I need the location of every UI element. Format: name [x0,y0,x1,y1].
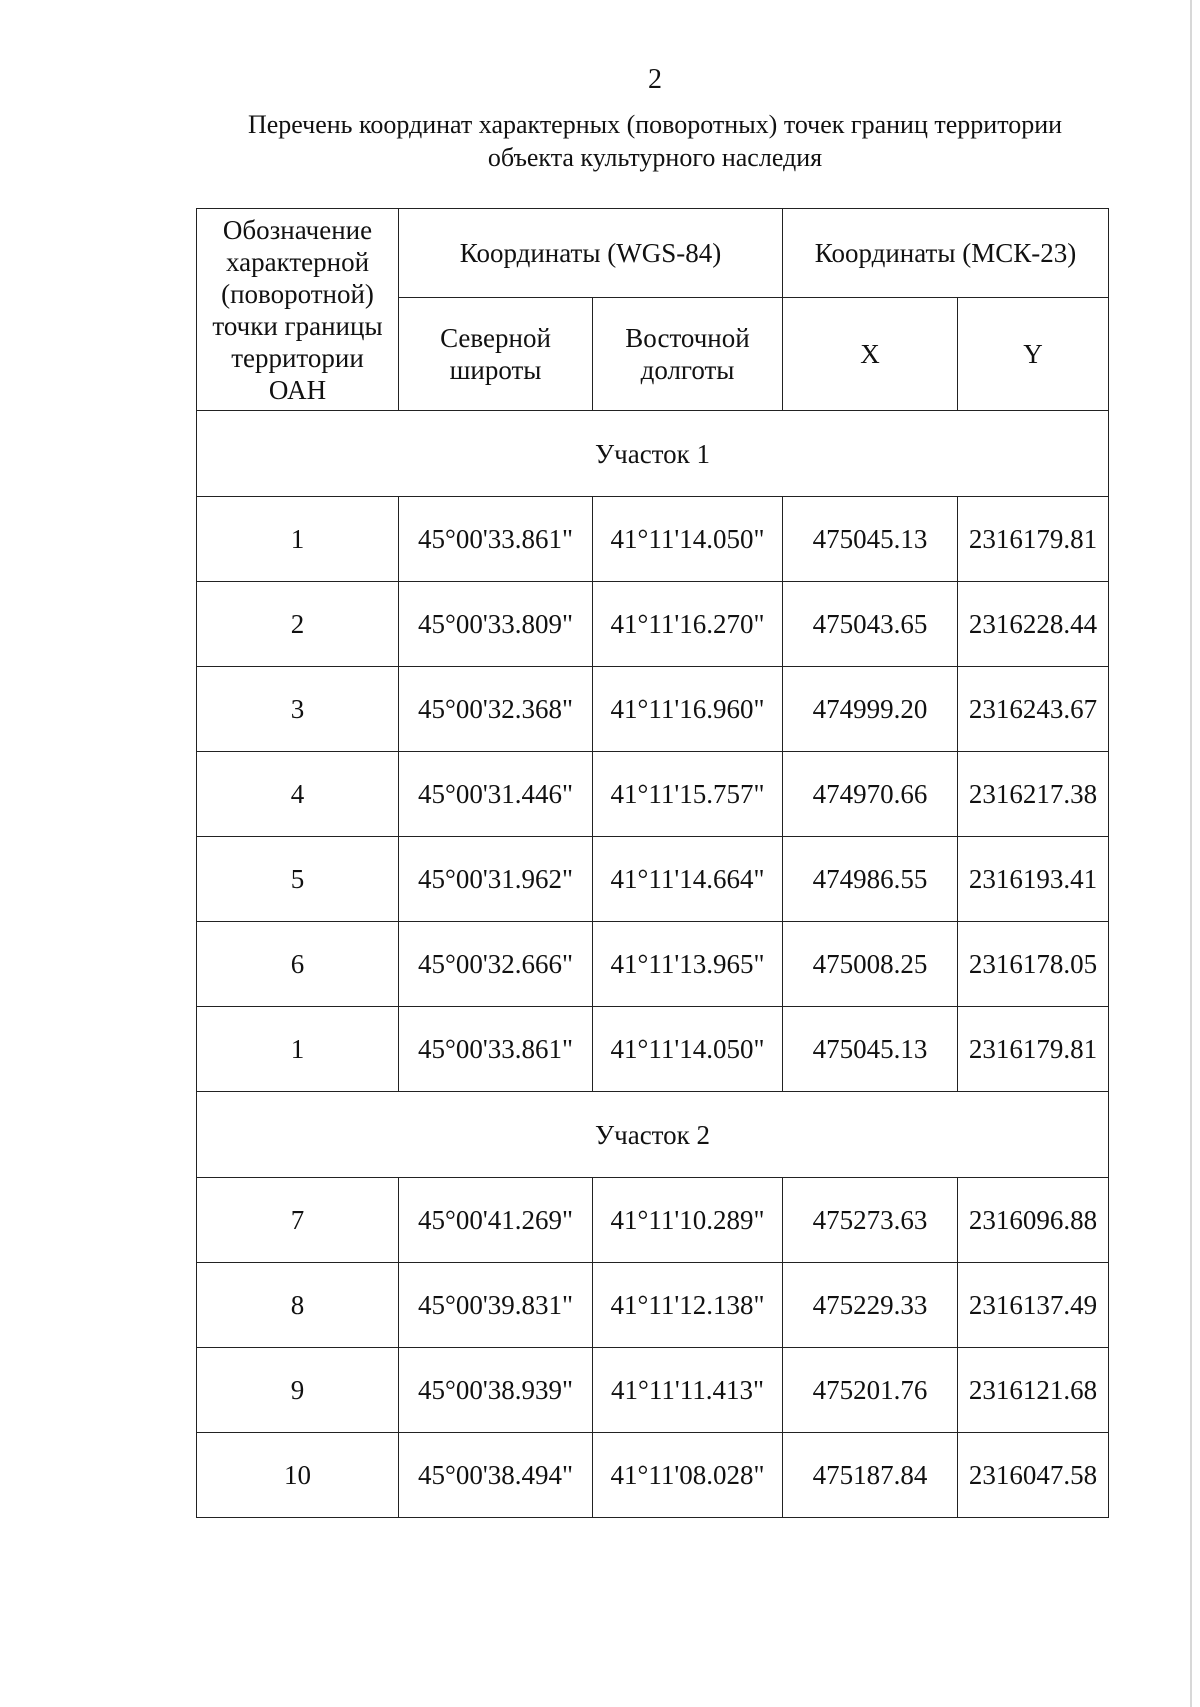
cell-y: 2316121.68 [958,1348,1109,1433]
table-row [197,1007,1109,1092]
cell-point: 7 [197,1178,399,1263]
cell-point: 5 [197,837,399,922]
cell-point: 3 [197,667,399,752]
section-title: Участок 2 [197,1092,1109,1178]
header-point-line: территории [231,342,364,373]
cell-longitude: 41°11'08.028" [593,1433,783,1518]
header-point-designation [197,209,399,411]
cell-x: 475045.13 [783,497,958,582]
cell-latitude: 45°00'33.861" [399,1007,593,1092]
cell-point: 9 [197,1348,399,1433]
table-row [197,837,1109,922]
document-title [0,108,1200,174]
cell-longitude: 41°11'14.050" [593,1007,783,1092]
cell-latitude: 45°00'38.939" [399,1348,593,1433]
cell-latitude: 45°00'32.666" [399,922,593,1007]
cell-point: 4 [197,752,399,837]
cell-y: 2316178.05 [958,922,1109,1007]
cell-point: 10 [197,1433,399,1518]
section-title: Участок 1 [197,411,1109,497]
cell-y: 2316047.58 [958,1433,1109,1518]
cell-latitude: 45°00'31.962" [399,837,593,922]
table-row [197,922,1109,1007]
header-point-line: точки границы [212,310,383,341]
cell-longitude: 41°11'14.664" [593,837,783,922]
header-point-line: Обозначение [222,214,373,245]
header-longitude-line: Восточной [625,323,750,353]
header-longitude [593,298,783,411]
cell-x: 475008.25 [783,922,958,1007]
cell-point: 6 [197,922,399,1007]
title-line-1: Перечень координат характерных (поворотных) точек границ территории [247,110,1063,139]
cell-point: 8 [197,1263,399,1348]
cell-latitude: 45°00'33.809" [399,582,593,667]
cell-longitude: 41°11'14.050" [593,497,783,582]
cell-x: 475201.76 [783,1348,958,1433]
cell-y: 2316137.49 [958,1263,1109,1348]
section-row [197,411,1109,497]
header-point-line: ОАН [268,374,327,405]
table-row [197,752,1109,837]
cell-latitude: 45°00'33.861" [399,497,593,582]
cell-x: 475273.63 [783,1178,958,1263]
cell-y: 2316217.38 [958,752,1109,837]
page-number: 2 [648,64,662,95]
cell-y: 2316243.67 [958,667,1109,752]
cell-latitude: 45°00'41.269" [399,1178,593,1263]
cell-x: 475229.33 [783,1263,958,1348]
header-latitude [399,298,593,411]
coordinates-table [196,208,1109,1518]
cell-x: 474999.20 [783,667,958,752]
cell-y: 2316228.44 [958,582,1109,667]
table-row [197,1348,1109,1433]
cell-y: 2316179.81 [958,497,1109,582]
header-latitude-line: Северной [440,323,551,353]
cell-longitude: 41°11'12.138" [593,1263,783,1348]
cell-y: 2316096.88 [958,1178,1109,1263]
cell-longitude: 41°11'15.757" [593,752,783,837]
cell-latitude: 45°00'38.494" [399,1433,593,1518]
scan-edge [1190,0,1192,1707]
cell-x: 474986.55 [783,837,958,922]
header-wgs84-group: Координаты (WGS-84) [399,209,783,298]
cell-longitude: 41°11'16.270" [593,582,783,667]
table-row [197,1263,1109,1348]
table-row [197,497,1109,582]
cell-point: 2 [197,582,399,667]
cell-y: 2316193.41 [958,837,1109,922]
cell-x: 475043.65 [783,582,958,667]
section-row [197,1092,1109,1178]
cell-longitude: 41°11'10.289" [593,1178,783,1263]
cell-x: 475045.13 [783,1007,958,1092]
cell-x: 475187.84 [783,1433,958,1518]
header-row-top [197,209,1109,298]
header-point-line: (поворотной) [221,278,374,309]
header-point-line: характерной [225,246,370,277]
table-row [197,667,1109,752]
table-row [197,582,1109,667]
cell-latitude: 45°00'31.446" [399,752,593,837]
cell-point: 1 [197,1007,399,1092]
table-row [197,1433,1109,1518]
cell-x: 474970.66 [783,752,958,837]
header-longitude-line: долготы [640,355,735,385]
cell-longitude: 41°11'16.960" [593,667,783,752]
cell-latitude: 45°00'32.368" [399,667,593,752]
header-latitude-line: широты [449,355,542,385]
table-row [197,1178,1109,1263]
cell-longitude: 41°11'13.965" [593,922,783,1007]
cell-point: 1 [197,497,399,582]
header-x: X [783,298,958,411]
cell-y: 2316179.81 [958,1007,1109,1092]
cell-longitude: 41°11'11.413" [593,1348,783,1433]
header-msk23-group: Координаты (МСК-23) [783,209,1109,298]
title-line-2: объекта культурного наследия [487,143,823,172]
cell-latitude: 45°00'39.831" [399,1263,593,1348]
header-y: Y [958,298,1109,411]
